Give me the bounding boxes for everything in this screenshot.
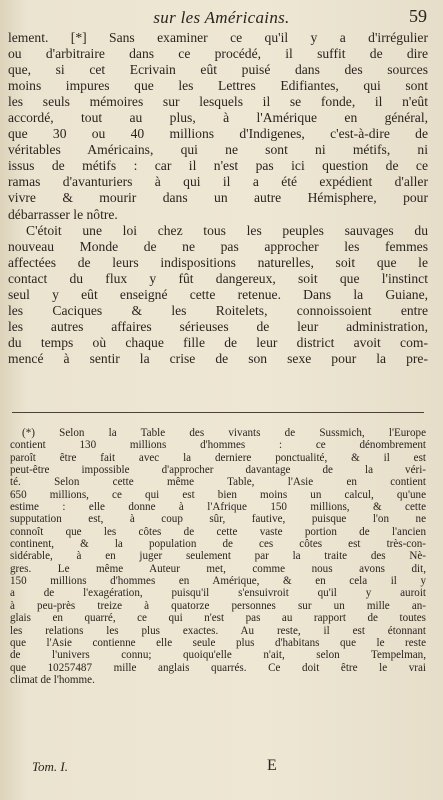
footnote-line: que 10257487 mille anglais quarrés. Ce doit être le vrai xyxy=(10,661,426,674)
footnote-line: connoît que les côtes de cette vaste portion de l'ancien xyxy=(10,525,426,538)
page-number: 59 xyxy=(409,6,427,26)
footnote-line: a de l'exagération, puisqu'il s'ensuivroit qu'il y auroit xyxy=(10,587,426,600)
text-line: seul y eût enseigné cette retenue. Dans la Guiane, xyxy=(8,286,428,302)
footnote-line: glais en quarré, ce qui n'est pas au rapport de toutes xyxy=(10,612,426,625)
text-line: du temps où chaque fille de leur district avoit com- xyxy=(8,334,428,350)
footnote-line: que l'Asie contienne elle seule plus d'habitans que le reste xyxy=(10,636,426,649)
text-line: les seuls mémoires sur lesquels il se fonde, il n'eût xyxy=(8,94,428,110)
text-line: que, si cet Ecrivain eût puisé dans des sources xyxy=(8,62,428,78)
page-footer xyxy=(0,757,443,781)
footnote-line: té. Selon cette même Table, l'Asie en contient xyxy=(10,476,426,489)
text-line: que 30 ou 40 millions d'Indigenes, c'est-à-dire de xyxy=(8,126,428,142)
main-text xyxy=(8,30,428,367)
footnote-line: 650 millions, ce qui est bien moins un calcul, qu'une xyxy=(10,488,426,501)
footnote-rule xyxy=(12,412,424,413)
page-header xyxy=(0,4,443,26)
text-line: contact du flux y fût dangereux, soit que l'instinct xyxy=(8,270,428,286)
text-line: ou d'arbitraire dans ce procédé, il suffit de dire xyxy=(8,46,428,62)
footnote-line: 150 millions d'hommes en Amérique, & en cela il y xyxy=(10,575,426,588)
footnote-line: supputation est, à coup sûr, fautive, puisque l'on ne xyxy=(10,513,426,526)
footnote-line: gres. Le même Auteur met, comme nous avons dit, xyxy=(10,562,426,575)
text-line: véritables Américains, qui ne sont ni métifs, ni xyxy=(8,142,428,158)
footnote-line: à peu-près treize à quatorze personnes sur un mille an- xyxy=(10,599,426,612)
footnote-line: peut-être impossible d'approcher davantage de la véri- xyxy=(10,464,426,477)
text-line: ramas d'avanturiers à qui il a été expédient d'aller xyxy=(8,174,428,190)
volume-mark: Tom. I. xyxy=(32,759,69,774)
footnote xyxy=(10,427,426,686)
text-line: mencé à sentir la crise de son sexe pour la pre- xyxy=(8,350,428,366)
footnote-line: paroît être fait avec la derniere ponctualité, & il est xyxy=(10,451,426,464)
footnote-line: sidérable, à en juger seulement par la traite des Nè- xyxy=(10,550,426,563)
footnote-line: climat de l'homme. xyxy=(10,673,95,686)
footnote-line: (*) Selon la Table des vivants de Sussmich, l'Europe xyxy=(22,427,426,439)
footnote-line: continent, & la population de ces côtes est très-con- xyxy=(10,538,426,551)
text-line: issus de métifs : car il n'est pas ici question de ce xyxy=(8,158,428,174)
footnote-line: de l'univers connu; quoiqu'elle n'ait, selon Tempelman, xyxy=(10,649,426,662)
signature-mark: E xyxy=(267,757,277,774)
text-line: lement. [*] Sans examiner ce qu'il y a d'irrégulier xyxy=(8,30,428,45)
text-line: affectées de leurs indispositions naturelles, soit que le xyxy=(8,254,428,270)
text-line: les autres affaires sérieuses de leur administration, xyxy=(8,318,428,334)
text-line: C'étoit une loi chez tous les peuples sauvages du xyxy=(26,222,428,238)
text-line: accordé, tout au plus, à l'Amérique en général, xyxy=(8,110,428,126)
footnote-line: estime : elle donne à l'Afrique 150 millions, & cette xyxy=(10,501,426,514)
footnote-line: contient 130 millions d'hommes : ce dénombrement xyxy=(10,439,426,452)
text-line: nouveau Monde de ne pas approcher les femmes xyxy=(8,238,428,254)
running-head: sur les Américains. xyxy=(153,8,290,27)
text-line: débarrasser le nôtre. xyxy=(8,206,118,222)
footnote-line: les relations les plus exactes. Au reste, il est étonnant xyxy=(10,624,426,637)
text-line: les Caciques & les Roitelets, connoissoient entre xyxy=(8,302,428,318)
text-line: vivre & mourir dans un autre Hémisphere, pour xyxy=(8,190,428,206)
text-line: moins impures que les Lettres Edifiantes, qui sont xyxy=(8,78,428,94)
